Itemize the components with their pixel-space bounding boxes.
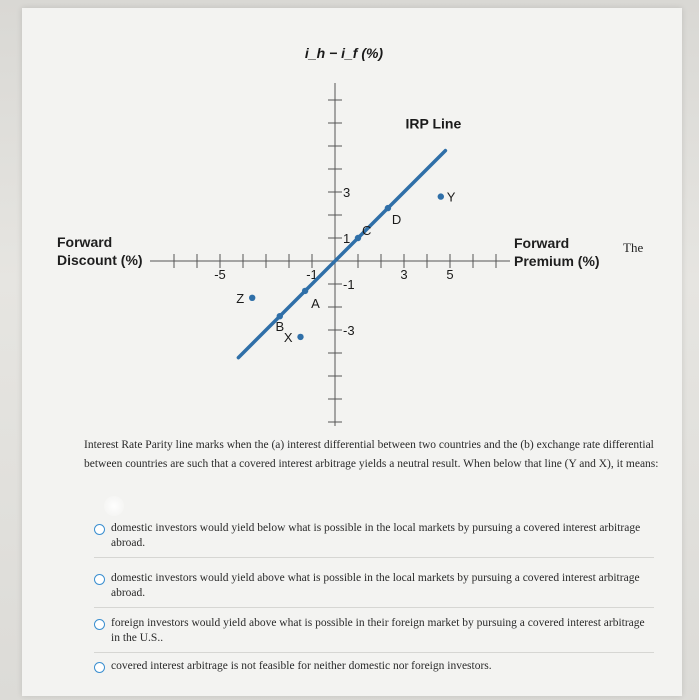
question-text: Interest Rate Parity line marks when the (a) interest differential between two countries and the (b) exchange rate differential between countries are such that a covered interest arbitrage yields a neutral result. When below that line (Y and X), it means: — [84, 439, 659, 470]
radio-button-icon[interactable] — [94, 574, 105, 585]
irp-series-line — [238, 151, 445, 358]
answer-option-3[interactable] — [94, 616, 654, 653]
point-z-label: Z — [236, 290, 245, 306]
point-a-label: A — [311, 295, 320, 311]
x-tick-label: 5 — [446, 267, 454, 282]
side-note: The — [623, 240, 644, 255]
y-axis-label: i_h − i_f (%) — [304, 45, 384, 61]
radio-button-icon[interactable] — [94, 662, 105, 673]
point-c-label: C — [362, 223, 372, 238]
answer-option-text: foreign investors would yield above what is possible in their foreign market by pursuing a covered interest arbitrage in the U.S.. — [111, 617, 645, 644]
answer-option-text: domestic investors would yield above what is possible in the local markets by pursuing a covered interest arbitrage abroad. — [111, 572, 640, 599]
question-page — [22, 8, 682, 696]
point-z-marker — [249, 295, 255, 301]
point-c-marker — [355, 235, 361, 241]
forward-premium-line2: Premium (%) — [514, 253, 600, 269]
radio-button-icon[interactable] — [94, 619, 105, 630]
radio-button-icon[interactable] — [94, 524, 105, 535]
forward-discount-label — [57, 233, 143, 269]
forward-discount-line2: Discount (%) — [57, 252, 143, 268]
forward-discount-line1: Forward — [57, 234, 113, 250]
irp-chart — [22, 8, 682, 428]
forward-premium-label — [514, 234, 600, 270]
point-d-label: D — [391, 212, 402, 228]
answer-option-1[interactable] — [94, 521, 654, 558]
point-b-label: B — [275, 319, 285, 335]
y-tick-label: 3 — [343, 185, 351, 200]
point-x-marker — [297, 334, 303, 340]
x-tick-label: 3 — [400, 267, 408, 282]
point-d-marker — [385, 205, 391, 211]
x-tick-label: -5 — [214, 267, 226, 282]
y-tick-label: -3 — [343, 323, 355, 338]
point-y-marker — [438, 193, 444, 199]
y-tick-label: -1 — [343, 277, 355, 292]
answer-option-2[interactable] — [94, 571, 654, 608]
point-a-marker — [302, 288, 308, 294]
light-glare — [104, 496, 124, 516]
forward-premium-line1: Forward — [514, 235, 570, 251]
y-tick-label: 1 — [343, 231, 351, 246]
irp-line-label: IRP Line — [405, 115, 462, 132]
point-x-label: X — [283, 329, 293, 345]
answer-option-text: covered interest arbitrage is not feasible for neither domestic nor foreign investors. — [111, 660, 492, 672]
answer-option-text: domestic investors would yield below what is possible in the local markets by pursuing a covered interest arbitrage abroad. — [111, 522, 641, 549]
point-y-label: Y — [446, 189, 456, 205]
answer-option-4[interactable] — [94, 659, 654, 680]
x-tick-label: -1 — [306, 267, 318, 282]
